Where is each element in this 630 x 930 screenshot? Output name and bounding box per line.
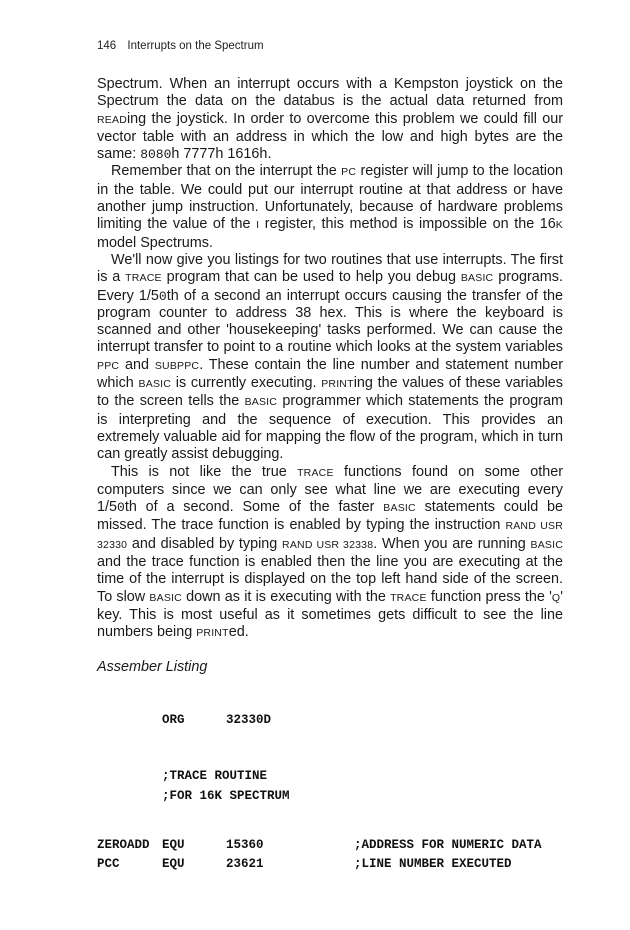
code-org-op: ORG xyxy=(162,713,185,727)
code-op: EQU xyxy=(162,857,185,871)
page-number: 146 xyxy=(97,40,117,52)
paragraph-3: We'll now give you listings for two routines that use interrupts. The first is a TRACE program that can be used to help you debug BASIC programs. Every 1/50th of a second an interrupt occurs causing the transfer of the program counter to address 38 hex. This is where the keyboard is scanned and other 'housekeeping' tasks performed. We can cause the interrupt transfer to point to a routine which looks at the system variables PPC and SUBPPC. These contain the line number and statement number which BASIC is currently executing. PRINTing the values of these variables to the screen tells the BASIC programmer which statements the program is interpreting and the sequence of execution. This provides an extremely valuable aid for mapping the flow of the program, which in turn can greatly assist debugging. xyxy=(97,251,564,463)
listing-title: Assember Listing xyxy=(97,659,208,675)
code-label: PCC xyxy=(97,857,120,871)
code-arg: 23621 xyxy=(226,857,264,871)
body-text xyxy=(97,76,563,643)
running-title: Interrupts on the Spectrum xyxy=(127,40,264,52)
paragraph-4: This is not like the true TRACE functions found on some other computers since we can only see what line we are executing every 1/50th of a second. Some of the faster BASIC statements could be missed. The trace function is enabled by typing the instruction RAND USR 32330 and disabled by typing RAND USR 32338. When you are running BASIC and the trace function is enabled then the line you are executing at the time of the interrupt is displayed on the top left hand side of the screen. To slow BASIC down as it is executing with the TRACE function press the 'Q' key. This is most useful as it sometimes gets difficult to see the line numbers being PRINTed. xyxy=(97,463,564,641)
code-comment: ;ADDRESS FOR NUMERIC DATA xyxy=(354,838,542,852)
code-label: ZEROADD xyxy=(97,838,150,852)
code-comment: ;LINE NUMBER EXECUTED xyxy=(354,857,512,871)
running-header xyxy=(97,40,264,52)
paragraph-2: Remember that on the interrupt the PC register will jump to the location in the table. We could put our interrupt routine at that address or have another jump instruction. Unfortunately, because of hardware problems limiting the value of the I register, this method is impossible on the 16K model Spectrums. xyxy=(97,163,563,251)
code-comment-spectrum: ;FOR 16K SPECTRUM xyxy=(162,789,290,803)
code-arg: 15360 xyxy=(226,838,264,852)
code-org-arg: 32330D xyxy=(226,713,272,727)
code-op: EQU xyxy=(162,838,185,852)
code-comment-trace: ;TRACE ROUTINE xyxy=(162,769,268,783)
paragraph-1: Spectrum. When an interrupt occurs with a Kempston joystick on the Spectrum the data on the databus is the actual data returned from READing the joystick. In order to overcome this problem we could fill our vector table with an address in which the low and high bytes are the same: 8080h 7777h 1616h. xyxy=(97,76,563,163)
